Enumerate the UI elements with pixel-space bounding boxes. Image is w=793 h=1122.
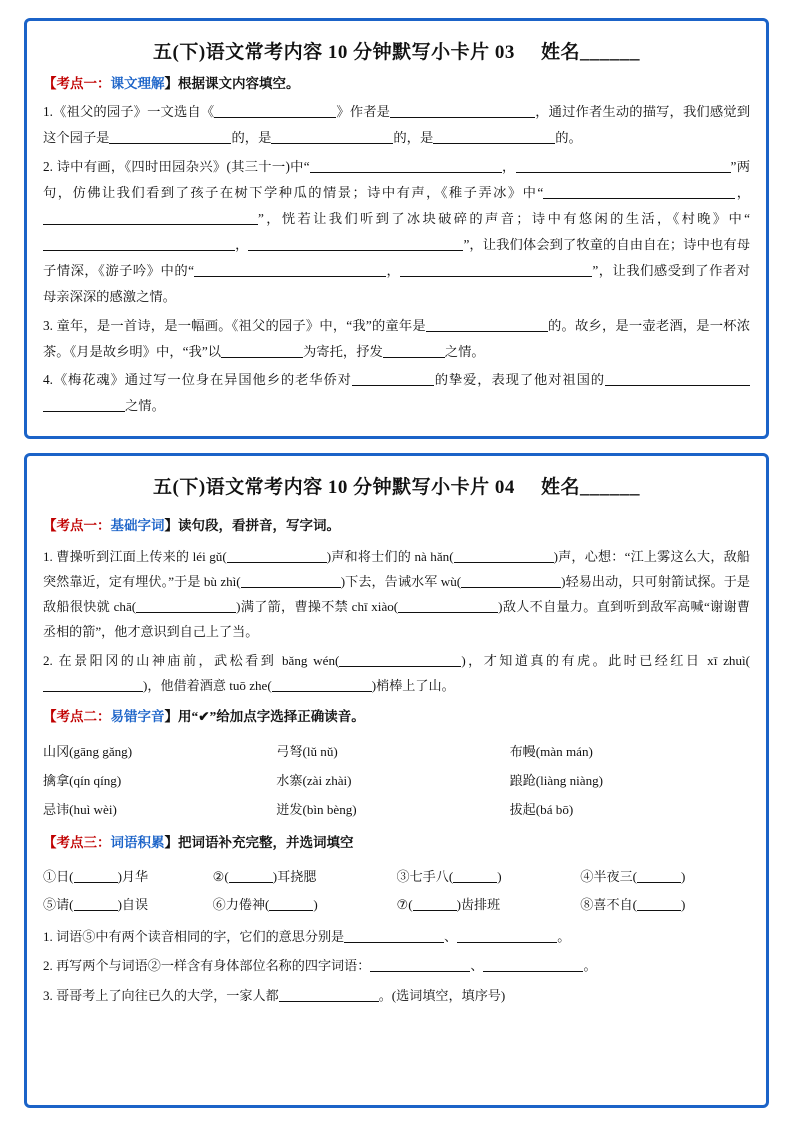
keypoint-name: 词语积累 [110,834,165,850]
blank[interactable] [279,988,379,1002]
word-suffix: ) [681,868,686,884]
card-03-title-text: 五(下)语文常考内容 10 分钟默写小卡片 03 [153,42,515,63]
blank[interactable] [74,869,118,883]
blank[interactable] [383,343,445,357]
q2-part-a: 2. 诗中有画，《四时田园杂兴》(其三十一)中“ [43,159,310,175]
sq2-text: 2. 再写两个与词语②一样含有身体部位名称的四字词语： [43,958,371,974]
blank[interactable] [516,159,731,173]
keypoint-prefix: 【考点一： [43,518,111,534]
keypoint-suffix: 】根据课文内容填空。 [164,76,300,91]
choice-cell[interactable]: 山冈(gāng gǎng) [43,743,133,759]
blank[interactable] [310,159,502,173]
card-04-name-field: 姓名______ [540,477,640,499]
p1-part-4: )下去，告诫水军 wù( [340,573,462,589]
sq3-text: 3. 哥哥考上了向往已久的大学，一家人都 [43,987,279,1003]
blank[interactable] [227,548,327,562]
q1-part-b: 》作者是 [336,104,391,120]
choice-cell[interactable]: 布幔(màn mán) [509,743,593,759]
blank[interactable] [136,599,236,613]
p2-part-1: 2. 在景阳冈的山神庙前，武松看到 bǎng wén( [43,653,340,669]
card-04-keypoint-1 [43,516,750,536]
blank[interactable] [461,574,561,588]
keypoint-suffix: 】用“✔”给加点字选择正确读音。 [164,709,365,725]
sub-question-3 [43,983,750,1009]
word-cell[interactable] [580,890,750,918]
q1-part-e: 的，是 [393,130,434,146]
p1-part-1: 1. 曹操听到江面上传来的 léi gǔ( [43,548,227,564]
choice-cell[interactable]: 忌讳(huì wèi) [43,801,117,817]
word-suffix: ) [313,896,318,912]
blank[interactable] [43,398,125,412]
word-cell[interactable] [43,862,213,890]
blank[interactable] [352,372,434,386]
q2-sep-1: ， [501,159,516,175]
card-03 [24,18,769,439]
sq1-end: 。 [557,928,571,944]
blank[interactable] [43,237,235,251]
pinyin-choice-table [43,737,750,824]
blank[interactable] [483,958,583,972]
sq2-end: 。 [583,958,597,974]
choice-cell[interactable]: 迸发(bìn bèng) [276,801,357,817]
word-suffix: )耳挠腮 [272,868,317,884]
word-suffix: )月华 [117,868,149,884]
p2-part-3: )，他借着酒意 tuō zhe( [143,678,272,694]
blank[interactable] [453,869,497,883]
p1-part-2: )声和将士们的 nà hǎn( [326,548,454,564]
blank[interactable] [413,897,457,911]
card-04-title-text: 五(下)语文常考内容 10 分钟默写小卡片 04 [153,477,515,499]
p1-part-6: )满了箭，曹操不禁 chī xiào( [236,598,399,614]
sq3-end: 。(选词填空，填序号) [378,987,506,1003]
word-cell[interactable] [213,890,397,918]
table-row [43,862,750,890]
blank[interactable] [398,599,498,613]
sq1-sep: 、 [444,928,458,944]
blank[interactable] [457,929,557,943]
card-03-title [43,37,750,64]
q4-part-c: 之情。 [125,398,165,414]
p2-part-4: )梢棒上了山。 [371,678,455,694]
blank[interactable] [271,130,393,144]
keypoint-name: 课文理解 [110,76,165,91]
blank[interactable] [390,104,535,118]
blank[interactable] [454,548,554,562]
blank[interactable] [229,869,273,883]
table-row [43,795,750,824]
q1-part-d: 的，是 [231,130,272,146]
choice-cell[interactable]: 踉跄(liàng niàng) [509,772,604,788]
blank[interactable] [272,678,372,692]
sq2-sep: 、 [470,958,484,974]
card-04-keypoint-2 [43,707,750,727]
word-prefix: ⑤请( [43,896,74,912]
keypoint-prefix: 【考点三： [43,834,111,850]
card-04-title [43,472,750,499]
word-cell[interactable] [396,890,580,918]
blank[interactable] [637,897,681,911]
blank[interactable] [74,897,118,911]
word-suffix: ) [497,868,502,884]
question-3 [43,313,750,365]
pinyin-paragraph-1 [43,544,750,645]
card-04 [24,453,769,1108]
question-4 [43,367,750,419]
word-prefix: ⑥力倦神( [212,896,270,912]
word-fill-table [43,862,750,918]
q2-part-e: ”，恍若让我们听到了冰块破碎的声音；诗中有悠闲的生活，《村晚》中“ [258,210,750,226]
blank[interactable] [370,958,470,972]
word-suffix: )齿排班 [456,896,501,912]
word-suffix: )自误 [117,896,149,912]
q1-part-c: ，通过作者生动的描写，我们感觉到这个园子是 [43,104,750,146]
sub-question-1 [43,924,750,950]
choice-cell[interactable]: 水寨(zài zhài) [276,772,352,788]
blank[interactable] [43,211,258,225]
word-prefix: ④半夜三( [580,868,638,884]
table-row [43,737,750,766]
keypoint-suffix: 】读句段，看拼音，写字词。 [164,518,340,534]
blank[interactable] [433,130,555,144]
keypoint-name: 基础字词 [110,518,165,534]
q3-part-d: 之情。 [444,343,485,359]
blank[interactable] [248,237,463,251]
q3-part-a: 3. 童年，是一首诗，是一幅画。《祖父的园子》中，“我”的童年是 [43,317,426,333]
q2-sep-2: ， [735,185,750,201]
word-cell[interactable] [396,862,580,890]
q2-part-c: ”两句，仿佛让我们看到了孩子在树下学种瓜的情景；诗中有声，《稚子弄冰》中“ [43,159,750,201]
keypoint-prefix: 【考点二： [43,709,111,725]
q4-part-a: 4.《梅花魂》通过写一位身在异国他乡的老华侨对 [43,372,352,388]
keypoint-suffix: 】把词语补充完整，并选词填空 [164,834,354,850]
q3-part-c: 为寄托，抒发 [303,343,383,359]
pinyin-paragraph-2 [43,648,750,698]
blank[interactable] [605,372,750,386]
word-cell[interactable] [580,862,750,890]
keypoint-prefix: 【考点一： [43,76,111,91]
choice-cell[interactable]: 擒拿(qín qíng) [43,772,122,788]
q3-part-b: 的。故乡，是一壶老酒，是一杯浓茶。《月是故乡明》中，“我”以 [43,317,751,359]
sub-question-2 [43,953,750,979]
blank[interactable] [214,104,336,118]
card-03-name-field: 姓名______ [540,42,640,63]
q2-part-g: ”，让我们体会到了牧童的自由自在；诗中也有母子情深，《游子吟》中的“ [43,236,750,278]
q2-sep-3: ， [235,236,249,252]
p1-part-3: )声，心想：“江上雾这么大，敌船突然靠近，定有埋伏。”于是 bù zhì( [43,548,751,589]
q1-part-f: 的。 [555,130,582,146]
blank[interactable] [426,317,548,331]
choice-cell[interactable]: 拔起(bá bō) [509,801,574,817]
card-04-keypoint-3 [43,833,750,853]
word-prefix: ①日( [43,868,74,884]
blank[interactable] [269,897,313,911]
card-03-keypoint-1 [43,74,750,94]
p2-part-2: )，才知道真的有虎。此时已经红日 xī zhuì( [461,653,750,669]
sq1-text: 1. 词语⑤中有两个读音相同的字，它们的意思分别是 [43,928,345,944]
word-cell[interactable] [213,862,397,890]
word-suffix: ) [681,896,686,912]
blank[interactable] [400,262,592,276]
blank[interactable] [109,130,231,144]
word-prefix: ②( [212,868,229,884]
keypoint-name: 易错字音 [110,709,165,725]
word-prefix: ⑧喜不自( [580,896,638,912]
blank[interactable] [241,574,341,588]
table-row [43,766,750,795]
p1-part-7: )敌人不自量力。直到听到敌军高喊“谢谢曹丞相的箭”，他才意识到自己上了当。 [43,598,750,639]
q2-sep-4: ， [386,262,401,278]
blank[interactable] [194,262,386,276]
blank[interactable] [543,185,735,199]
table-row [43,890,750,918]
question-2 [43,154,750,310]
q2-part-i: ”，让我们感受到了作者对母亲深深的感激之情。 [43,262,750,304]
word-prefix: ③七手八( [396,868,454,884]
blank[interactable] [43,678,143,692]
p1-part-5: )轻易出动，只可射箭试探。于是敌船很快就 chā( [43,573,751,614]
blank[interactable] [637,869,681,883]
q1-part-a: 1.《祖父的园子》一文选自《 [43,104,215,120]
word-prefix: ⑦( [396,896,413,912]
word-cell[interactable] [43,890,213,918]
blank[interactable] [344,929,444,943]
blank[interactable] [339,653,461,667]
q4-part-b: 的挚爱，表现了他对祖国的 [433,372,606,388]
question-1 [43,99,750,151]
blank[interactable] [221,343,303,357]
choice-cell[interactable]: 弓弩(lǔ nǔ) [276,743,338,759]
